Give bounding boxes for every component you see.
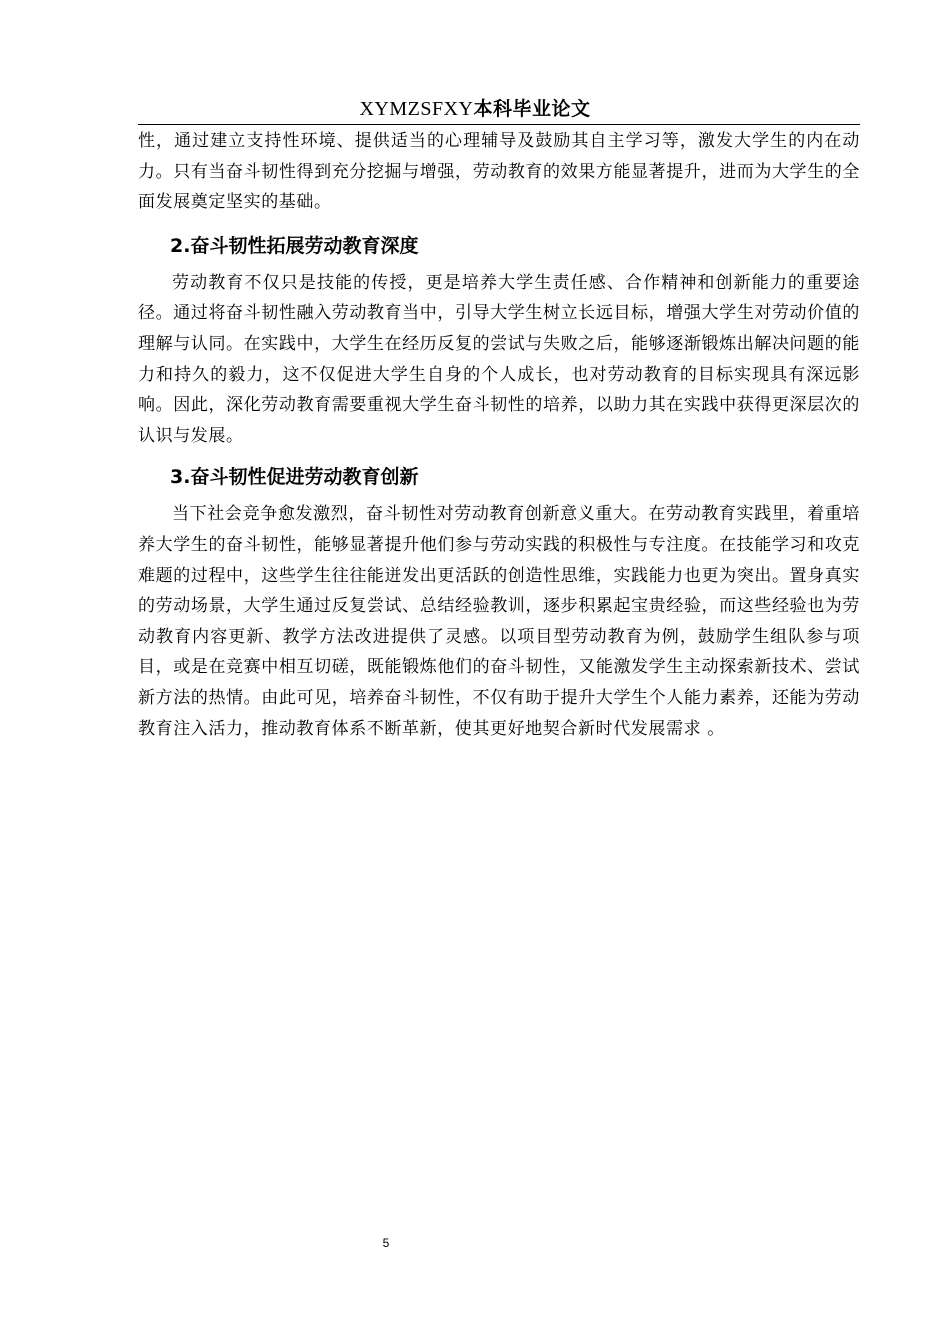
running-header xyxy=(0,94,950,123)
document-body xyxy=(138,126,860,744)
header-rule xyxy=(138,124,860,125)
section-heading-2: 2.奋斗韧性拓展劳动教育深度 xyxy=(170,234,419,257)
section-heading-3: 3.奋斗韧性促进劳动教育创新 xyxy=(170,466,419,489)
header-school-code: XYMZSFXY xyxy=(359,98,474,120)
continuation-paragraph: 性，通过建立支持性环境、提供适当的心理辅导及鼓励其自主学习等，激发大学生的内在动力。只有当奋斗韧性得到充分挖掘与增强，劳动教育的效果方能显著提升，进而为大学生的全面发展奠定坚实的基础。 xyxy=(138,131,860,213)
section-3-paragraph: 当下社会竞争愈发激烈，奋斗韧性对劳动教育创新意义重大。在劳动教育实践里，着重培养大学生的奋斗韧性，能够显著提升他们参与劳动实践的积极性与专注度。在技能学习和攻克难题的过程中，这些学生往往能迸发出更活跃的创造性思维，实践能力也更为突出。置身真实的劳动场景，大学生通过反复尝试、总结经验教训，逐步积累起宝贵经验，而这些经验也为劳动教育内容更新、教学方法改进提供了灵感。以项目型劳动教育为例，鼓励学生组队参与项目，或是在竞赛中相互切磋，既能锻炼他们的奋斗韧性，又能激发学生主动探索新技术、尝试新方法的热情。由此可见，培养奋斗韧性，不仅有助于提升大学生个人能力素养，还能为劳动教育注入活力，推动教育体系不断革新，使其更好地契合新时代发展需求 。 xyxy=(138,504,860,739)
page-number: 5 xyxy=(382,1236,390,1250)
header-title: 本科毕业论文 xyxy=(473,98,591,120)
section-2-paragraph: 劳动教育不仅只是技能的传授，更是培养大学生责任感、合作精神和创新能力的重要途径。通过将奋斗韧性融入劳动教育当中，引导大学生树立长远目标，增强大学生对劳动价值的理解与认同。在实践中，大学生在经历反复的尝试与失败之后，能够逐渐锻炼出解决问题的能力和持久的毅力，这不仅促进大学生自身的个人成长，也对劳动教育的目标实现具有深远影响。因此，深化劳动教育需要重视大学生奋斗韧性的培养，以助力其在实践中获得更深层次的认识与发展。 xyxy=(138,272,860,446)
